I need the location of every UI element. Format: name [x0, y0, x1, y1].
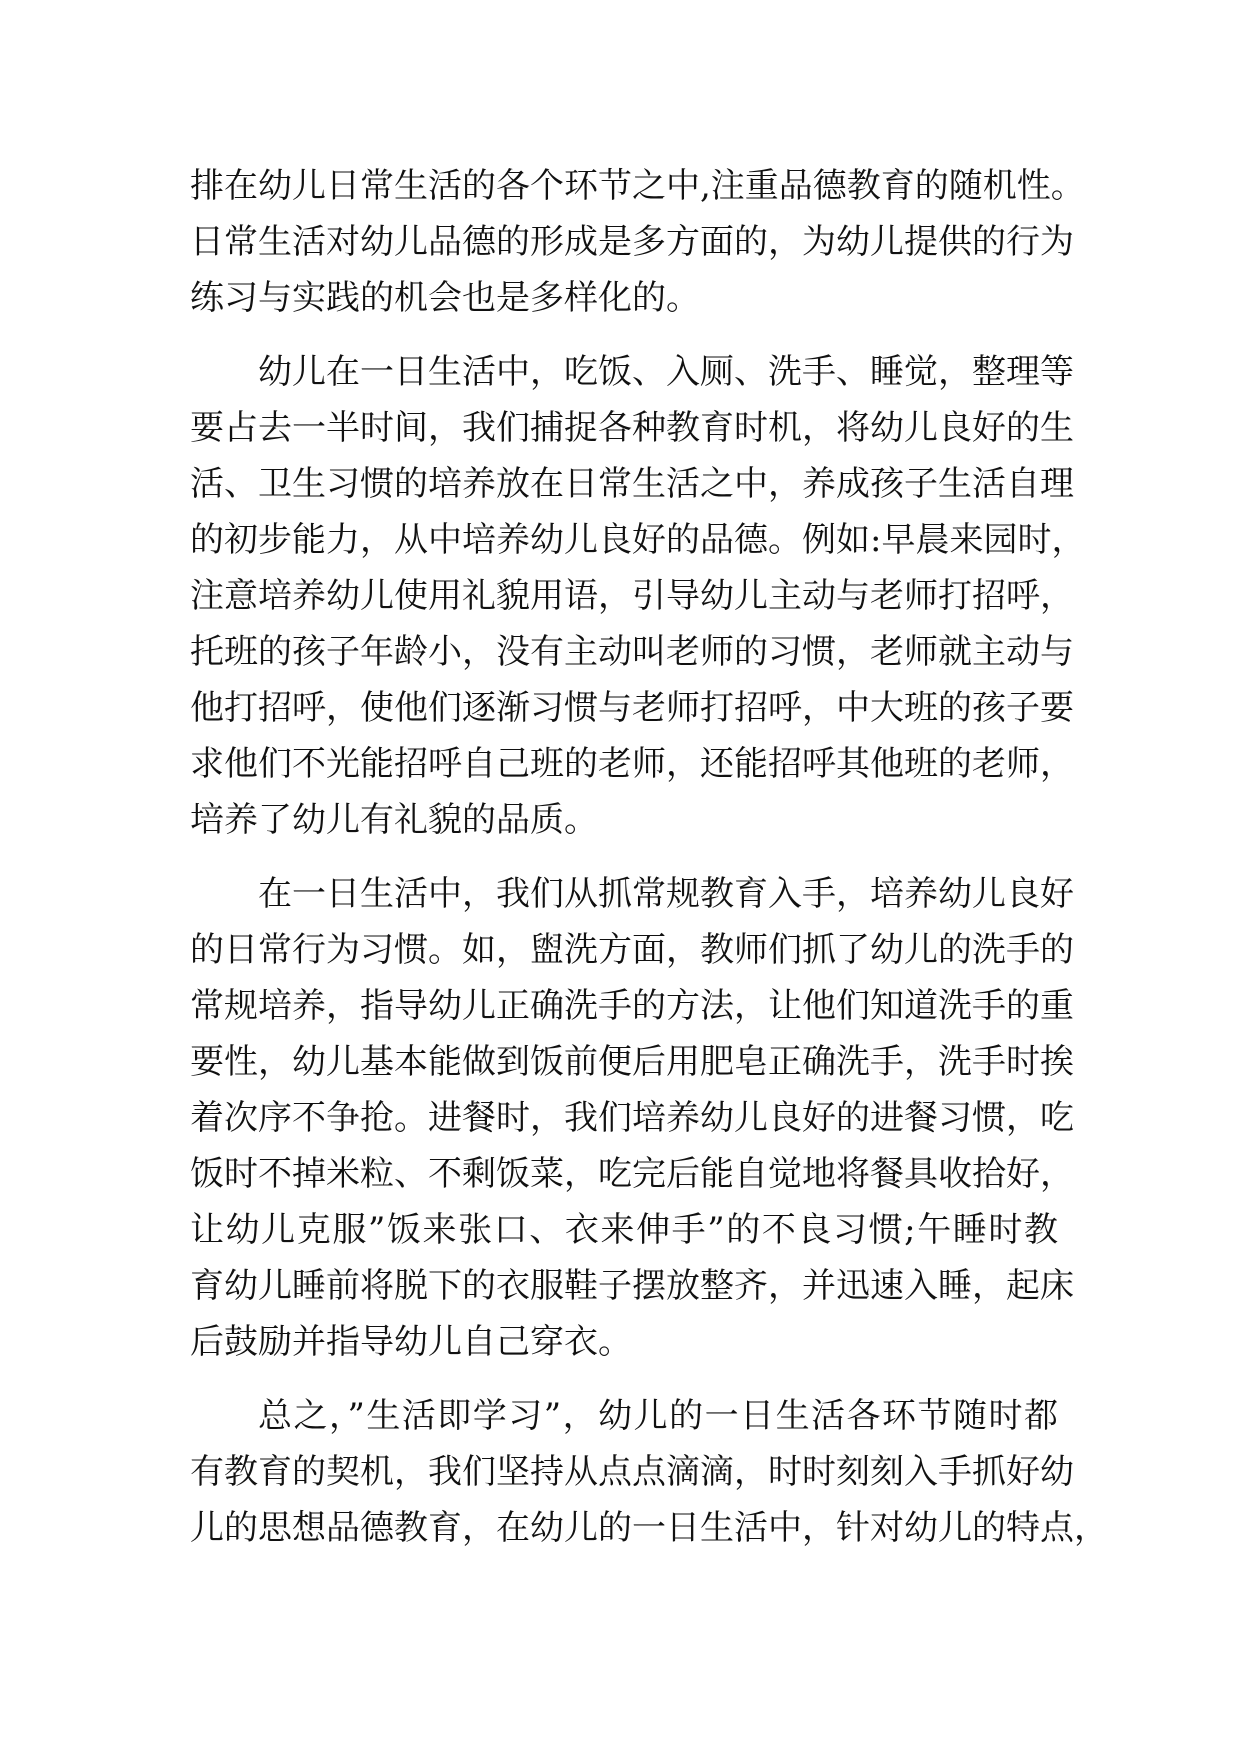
text-line: 要占去一半时间，我们捕捉各种教育时机，将幼儿良好的生 [190, 408, 1074, 448]
paragraph-1 [190, 158, 1085, 326]
text-line: 练习与实践的机会也是多样化的。 [190, 278, 700, 318]
text-line: 有教育的契机，我们坚持从点点滴滴，时时刻刻入手抓好幼 [190, 1452, 1074, 1492]
text-line: 日常生活对幼儿品德的形成是多方面的，为幼儿提供的行为 [190, 222, 1074, 262]
text-line: 他打招呼，使他们逐渐习惯与老师打招呼，中大班的孩子要 [190, 688, 1074, 728]
text-line: 排在幼儿日常生活的各个环节之中,注重品德教育的随机性。 [190, 166, 1085, 206]
text-line: 幼儿在一日生活中，吃饭、入厕、洗手、睡觉，整理等 [258, 352, 1074, 392]
text-line: 育幼儿睡前将脱下的衣服鞋子摆放整齐，并迅速入睡，起床 [190, 1266, 1074, 1306]
text-line: 在一日生活中，我们从抓常规教育入手，培养幼儿良好 [258, 874, 1074, 914]
text-line: 常规培养，指导幼儿正确洗手的方法，让他们知道洗手的重 [190, 986, 1074, 1026]
text-line: 的日常行为习惯。如，盥洗方面，教师们抓了幼儿的洗手的 [190, 930, 1074, 970]
text-line: 托班的孩子年龄小，没有主动叫老师的习惯，老师就主动与 [190, 632, 1074, 672]
text-line: 总之，”生活即学习”，幼儿的一日生活各环节随时都 [258, 1396, 1058, 1436]
text-line: 让幼儿克服”饭来张口、衣来伸手”的不良习惯;午睡时教 [190, 1210, 1058, 1250]
text-line: 要性，幼儿基本能做到饭前便后用肥皂正确洗手，洗手时挨 [190, 1042, 1074, 1082]
text-line: 活、卫生习惯的培养放在日常生活之中，养成孩子生活自理 [190, 464, 1074, 504]
paragraph-3 [190, 866, 1074, 1370]
text-line: 儿的思想品德教育，在幼儿的一日生活中，针对幼儿的特点， [190, 1508, 1108, 1548]
paragraph-4 [190, 1388, 1108, 1556]
text-line: 培养了幼儿有礼貌的品质。 [190, 800, 598, 840]
text-line: 注意培养幼儿使用礼貌用语，引导幼儿主动与老师打招呼， [190, 576, 1074, 616]
paragraph-2 [190, 344, 1086, 848]
text-line: 的初步能力，从中培养幼儿良好的品德。例如:早晨来园时， [190, 520, 1086, 560]
text-line: 后鼓励并指导幼儿自己穿衣。 [190, 1322, 632, 1362]
text-line: 饭时不掉米粒、不剩饭菜，吃完后能自觉地将餐具收拾好， [190, 1154, 1074, 1194]
document-body [190, 158, 1108, 1574]
text-line: 求他们不光能招呼自己班的老师，还能招呼其他班的老师， [190, 744, 1074, 784]
text-line: 着次序不争抢。进餐时，我们培养幼儿良好的进餐习惯，吃 [190, 1098, 1074, 1138]
